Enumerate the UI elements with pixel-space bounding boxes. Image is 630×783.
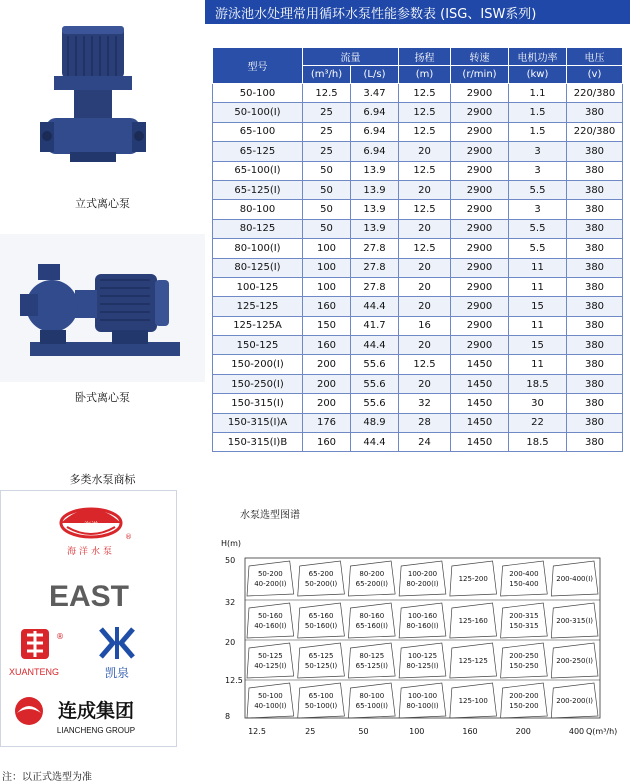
- cell-flow-ls: 3.47: [351, 84, 399, 103]
- left-column: [0, 0, 205, 783]
- cell-head: 20: [399, 374, 451, 393]
- pump-region-label: 65-125(I): [355, 662, 388, 670]
- cell-flow-ls: 44.4: [351, 433, 399, 452]
- pump-region-label: 150-315: [509, 622, 539, 630]
- cell-speed: 1450: [451, 413, 509, 432]
- pump-region-label: 50-125(I): [304, 662, 338, 670]
- header-power-unit: (kw): [509, 66, 567, 84]
- cell-flow-m3h: 200: [303, 374, 351, 393]
- cell-head: 20: [399, 277, 451, 296]
- pump-region-outline: [247, 683, 294, 718]
- cell-speed: 2900: [451, 161, 509, 180]
- pump-region-label: 65-160: [308, 612, 334, 620]
- pump-region-label: 65-160(I): [355, 622, 388, 630]
- pump-region-label: 200-315: [509, 612, 539, 620]
- pump-region-label: 65-100: [308, 692, 334, 700]
- cell-flow-ls: 6.94: [351, 122, 399, 141]
- cell-power: 11: [509, 277, 567, 296]
- table-row: [213, 258, 623, 277]
- x-tick-label: 50: [358, 727, 369, 736]
- cell-power: 11: [509, 258, 567, 277]
- cell-speed: 2900: [451, 316, 509, 335]
- table-row: [213, 122, 623, 141]
- cell-model: 65-100: [213, 122, 303, 141]
- cell-flow-m3h: 160: [303, 336, 351, 355]
- cell-voltage: 380: [567, 258, 623, 277]
- cell-model: 80-125(I): [213, 258, 303, 277]
- cell-model: 150-315(I): [213, 394, 303, 413]
- pump-region-label: 50-100(I): [304, 702, 338, 710]
- cell-power: 5.5: [509, 239, 567, 258]
- cell-speed: 2900: [451, 239, 509, 258]
- x-tick-label: 12.5: [248, 727, 266, 736]
- cell-power: 18.5: [509, 374, 567, 393]
- x-axis-label: Q(m³/h): [586, 727, 618, 736]
- cell-flow-m3h: 200: [303, 394, 351, 413]
- spec-table: [212, 47, 623, 452]
- pump-region-label: 40-200(I): [254, 580, 287, 588]
- y-tick-label: 12.5: [225, 676, 243, 685]
- liancheng-logo: [15, 697, 135, 735]
- pump-region-label: 80-160(I): [406, 622, 439, 630]
- pump-region-outline: [298, 561, 345, 596]
- cell-speed: 2900: [451, 142, 509, 161]
- cell-flow-m3h: 12.5: [303, 84, 351, 103]
- table-row: [213, 142, 623, 161]
- cell-flow-ls: 13.9: [351, 219, 399, 238]
- cell-head: 20: [399, 142, 451, 161]
- cell-head: 16: [399, 316, 451, 335]
- pump-region-outline: [348, 683, 395, 718]
- cell-model: 80-100(I): [213, 239, 303, 258]
- cell-voltage: 380: [567, 316, 623, 335]
- x-tick-label: 100: [409, 727, 425, 736]
- pump-region-label: 50-125: [257, 652, 283, 660]
- pump-region-label: 200-200: [509, 692, 539, 700]
- cell-head: 32: [399, 394, 451, 413]
- header-flow-unit-ls: (L/s): [351, 66, 399, 84]
- cell-power: 3: [509, 200, 567, 219]
- brand-logos-panel: [0, 490, 177, 747]
- brands-label: 多类水泵商标: [69, 473, 136, 486]
- cell-flow-ls: 13.9: [351, 180, 399, 199]
- cell-speed: 1450: [451, 394, 509, 413]
- cell-flow-ls: 48.9: [351, 413, 399, 432]
- cell-flow-m3h: 50: [303, 219, 351, 238]
- horizontal-pump-label: 卧式离心泵: [75, 391, 130, 404]
- liancheng-cn-text: 连成集团: [57, 700, 135, 722]
- cell-flow-m3h: 50: [303, 161, 351, 180]
- header-head-unit: (m): [399, 66, 451, 84]
- cell-power: 15: [509, 297, 567, 316]
- cell-voltage: 380: [567, 374, 623, 393]
- table-row: [213, 161, 623, 180]
- cell-head: 12.5: [399, 103, 451, 122]
- cell-voltage: 380: [567, 103, 623, 122]
- cell-power: 15: [509, 336, 567, 355]
- pump-region-label: 150-200: [509, 702, 539, 710]
- y-tick-label: 32: [225, 598, 236, 607]
- cell-voltage: 380: [567, 180, 623, 199]
- pump-region-label: 50-160(I): [304, 622, 338, 630]
- cell-flow-ls: 27.8: [351, 239, 399, 258]
- cell-model: 65-100(I): [213, 161, 303, 180]
- cell-flow-ls: 55.6: [351, 374, 399, 393]
- pump-region-label: 100-160: [407, 612, 438, 620]
- pump-region-outline: [348, 603, 395, 638]
- cell-power: 11: [509, 316, 567, 335]
- cell-flow-ls: 13.9: [351, 200, 399, 219]
- header-model: 型号: [213, 48, 303, 84]
- cell-power: 18.5: [509, 433, 567, 452]
- pump-region-label: 50-200(I): [304, 580, 338, 588]
- pump-region-label: 200-250(I): [556, 657, 594, 665]
- table-row: [213, 84, 623, 103]
- cell-speed: 2900: [451, 180, 509, 199]
- pump-region-outline: [348, 561, 395, 596]
- cell-flow-m3h: 100: [303, 277, 351, 296]
- pump-region-label: 65-200: [308, 570, 334, 578]
- cell-voltage: 380: [567, 277, 623, 296]
- cell-model: 65-125: [213, 142, 303, 161]
- svg-text:海洋: 海洋: [84, 521, 98, 529]
- cell-flow-ls: 41.7: [351, 316, 399, 335]
- cell-model: 100-125: [213, 277, 303, 296]
- cell-flow-m3h: 100: [303, 239, 351, 258]
- table-row: [213, 239, 623, 258]
- cell-voltage: 380: [567, 394, 623, 413]
- xuanteng-logo: [9, 629, 64, 677]
- cell-power: 22: [509, 413, 567, 432]
- pump-region-outline: [348, 643, 395, 678]
- pump-region-label: 80-160: [359, 612, 385, 620]
- pump-region-label: 125-125: [458, 657, 488, 665]
- liancheng-en-text: LIANCHENG GROUP: [56, 726, 136, 735]
- cell-head: 12.5: [399, 239, 451, 258]
- cell-speed: 2900: [451, 297, 509, 316]
- cell-speed: 2900: [451, 219, 509, 238]
- cell-flow-m3h: 160: [303, 433, 351, 452]
- cell-flow-m3h: 160: [303, 297, 351, 316]
- pump-region-label: 150-250: [509, 662, 539, 670]
- pump-region-outline: [399, 683, 446, 718]
- cell-flow-ls: 13.9: [351, 161, 399, 180]
- kaiquan-logo: [101, 627, 133, 680]
- cell-voltage: 380: [567, 142, 623, 161]
- pump-region-label: 200-250: [509, 652, 539, 660]
- cell-power: 5.5: [509, 219, 567, 238]
- cell-voltage: 380: [567, 413, 623, 432]
- haiyang-logo: [61, 509, 132, 557]
- pump-region-label: 50-200: [257, 570, 283, 578]
- cell-model: 150-125: [213, 336, 303, 355]
- header-flow: 流量: [303, 48, 399, 66]
- cell-speed: 1450: [451, 433, 509, 452]
- table-row: [213, 200, 623, 219]
- header-speed-unit: (r/min): [451, 66, 509, 84]
- header-voltage-unit: (v): [567, 66, 623, 84]
- cell-flow-ls: 55.6: [351, 355, 399, 374]
- pump-region-outline: [501, 643, 548, 678]
- y-tick-label: 8: [225, 712, 231, 721]
- cell-speed: 2900: [451, 258, 509, 277]
- table-row: [213, 180, 623, 199]
- cell-speed: 1450: [451, 374, 509, 393]
- pump-region-outline: [298, 603, 345, 638]
- cell-model: 80-125: [213, 219, 303, 238]
- pump-region-outline: [399, 561, 446, 596]
- page-title: 游泳池水处理常用循环水泵性能参数表 (ISG、ISW系列): [215, 7, 537, 22]
- spec-table-body: [213, 84, 623, 452]
- pump-region-label: 40-100(I): [254, 702, 287, 710]
- pump-region-outline: [399, 603, 446, 638]
- cell-speed: 2900: [451, 103, 509, 122]
- cell-voltage: 380: [567, 355, 623, 374]
- table-row: [213, 433, 623, 452]
- svg-text:®: ®: [56, 632, 64, 641]
- cell-model: 125-125A: [213, 316, 303, 335]
- pump-region-label: 125-160: [458, 617, 488, 625]
- pump-region-label: 65-200(I): [355, 580, 388, 588]
- cell-flow-ls: 55.6: [351, 394, 399, 413]
- kaiquan-text: 凯泉: [104, 666, 130, 680]
- cell-speed: 2900: [451, 84, 509, 103]
- pump-region-outline: [501, 683, 548, 718]
- cell-flow-m3h: 50: [303, 200, 351, 219]
- pump-region-outline: [501, 561, 548, 596]
- cell-head: 28: [399, 413, 451, 432]
- haiyang-logo-text: 海洋水泵: [66, 547, 116, 557]
- header-voltage: 电压: [567, 48, 623, 66]
- cell-power: 11: [509, 355, 567, 374]
- cell-flow-m3h: 150: [303, 316, 351, 335]
- vertical-pump-photo: [0, 18, 205, 178]
- horizontal-pump-photo: [0, 234, 205, 382]
- table-row: [213, 297, 623, 316]
- cell-voltage: 380: [567, 239, 623, 258]
- cell-model: 125-125: [213, 297, 303, 316]
- cell-power: 5.5: [509, 180, 567, 199]
- cell-head: 24: [399, 433, 451, 452]
- pump-region-label: 100-100: [407, 692, 438, 700]
- cell-flow-ls: 44.4: [351, 336, 399, 355]
- selection-chart: [205, 520, 630, 760]
- y-tick-label: 20: [225, 638, 236, 647]
- cell-model: 150-315(I)B: [213, 433, 303, 452]
- cell-voltage: 380: [567, 200, 623, 219]
- table-row: [213, 394, 623, 413]
- cell-model: 50-100: [213, 84, 303, 103]
- cell-flow-m3h: 176: [303, 413, 351, 432]
- pump-region-label: 100-125: [407, 652, 438, 660]
- cell-power: 1.1: [509, 84, 567, 103]
- cell-head: 20: [399, 297, 451, 316]
- x-tick-label: 200: [515, 727, 531, 736]
- pump-region-label: 40-125(I): [254, 662, 287, 670]
- pump-region-outline: [399, 643, 446, 678]
- cell-model: 150-250(I): [213, 374, 303, 393]
- pump-region-outline: [298, 683, 345, 718]
- pump-region-label: 65-125: [308, 652, 334, 660]
- cell-head: 12.5: [399, 200, 451, 219]
- cell-voltage: 380: [567, 336, 623, 355]
- pump-region-label: 200-400(I): [556, 575, 594, 583]
- footnote: 注：以正式选型为准: [2, 772, 92, 783]
- pump-region-label: 200-200(I): [556, 697, 594, 705]
- table-row: [213, 316, 623, 335]
- y-axis-label: H(m): [221, 539, 242, 548]
- cell-model: 80-100: [213, 200, 303, 219]
- header-head: 扬程: [399, 48, 451, 66]
- cell-power: 3: [509, 161, 567, 180]
- cell-flow-m3h: 100: [303, 258, 351, 277]
- pump-region-label: 80-125: [359, 652, 385, 660]
- cell-voltage: 380: [567, 219, 623, 238]
- cell-flow-ls: 6.94: [351, 142, 399, 161]
- cell-flow-ls: 44.4: [351, 297, 399, 316]
- pump-region-outline: [298, 643, 345, 678]
- pump-region-label: 200-400: [509, 570, 539, 578]
- x-tick-label: 25: [305, 727, 316, 736]
- cell-voltage: 380: [567, 297, 623, 316]
- table-row: [213, 277, 623, 296]
- pump-region-label: 50-160: [257, 612, 283, 620]
- cell-flow-m3h: 50: [303, 180, 351, 199]
- cell-model: 150-200(I): [213, 355, 303, 374]
- cell-head: 20: [399, 219, 451, 238]
- cell-head: 12.5: [399, 355, 451, 374]
- cell-speed: 2900: [451, 277, 509, 296]
- pump-region-label: 100-200: [407, 570, 438, 578]
- pump-region-label: 80-100: [359, 692, 385, 700]
- cell-power: 1.5: [509, 103, 567, 122]
- pump-region-outline: [247, 561, 294, 596]
- cell-model: 150-315(I)A: [213, 413, 303, 432]
- pump-region-label: 40-160(I): [254, 622, 287, 630]
- cell-voltage: 380: [567, 433, 623, 452]
- header-speed: 转速: [451, 48, 509, 66]
- table-row: [213, 219, 623, 238]
- east-logo: EAST: [48, 580, 130, 613]
- cell-head: 20: [399, 180, 451, 199]
- cell-head: 12.5: [399, 161, 451, 180]
- cell-model: 50-100(I): [213, 103, 303, 122]
- y-tick-label: 50: [225, 556, 236, 565]
- cell-voltage: 220/380: [567, 84, 623, 103]
- table-row: [213, 355, 623, 374]
- cell-flow-ls: 27.8: [351, 277, 399, 296]
- svg-text:®: ®: [125, 533, 132, 541]
- cell-model: 65-125(I): [213, 180, 303, 199]
- cell-flow-ls: 27.8: [351, 258, 399, 277]
- cell-speed: 2900: [451, 122, 509, 141]
- cell-head: 20: [399, 336, 451, 355]
- pump-region-label: 50-100: [257, 692, 283, 700]
- pump-region-outline: [247, 603, 294, 638]
- cell-flow-ls: 6.94: [351, 103, 399, 122]
- cell-speed: 2900: [451, 336, 509, 355]
- cell-flow-m3h: 25: [303, 103, 351, 122]
- pump-region-label: 150-400: [509, 580, 539, 588]
- cell-flow-m3h: 25: [303, 122, 351, 141]
- table-row: [213, 413, 623, 432]
- cell-head: 20: [399, 258, 451, 277]
- vertical-pump-label: 立式离心泵: [75, 197, 130, 210]
- pump-region-outline: [501, 603, 548, 638]
- cell-voltage: 220/380: [567, 122, 623, 141]
- table-row: [213, 374, 623, 393]
- table-row: [213, 336, 623, 355]
- header-power: 电机功率: [509, 48, 567, 66]
- cell-power: 3: [509, 142, 567, 161]
- x-tick-label: 400: [568, 727, 585, 736]
- cell-head: 12.5: [399, 122, 451, 141]
- cell-power: 1.5: [509, 122, 567, 141]
- pump-region-label: 125-200: [458, 575, 488, 583]
- cell-voltage: 380: [567, 161, 623, 180]
- pump-region-label: 80-125(I): [406, 662, 439, 670]
- cell-head: 12.5: [399, 84, 451, 103]
- selection-chart-title: 水泵选型图谱: [240, 510, 300, 521]
- pump-region-label: 200-315(I): [556, 617, 594, 625]
- pump-region-label: 80-200(I): [406, 580, 439, 588]
- table-row: [213, 103, 623, 122]
- cell-speed: 1450: [451, 355, 509, 374]
- header-flow-unit-m3h: (m³/h): [303, 66, 351, 84]
- cell-flow-m3h: 25: [303, 142, 351, 161]
- xuanteng-text: XUANTENG: [8, 667, 60, 677]
- cell-speed: 2900: [451, 200, 509, 219]
- cell-power: 30: [509, 394, 567, 413]
- pump-region-outline: [247, 643, 294, 678]
- pump-region-label: 125-100: [458, 697, 488, 705]
- pump-region-label: 80-100(I): [406, 702, 439, 710]
- cell-flow-m3h: 200: [303, 355, 351, 374]
- pump-region-label: 80-200: [359, 570, 385, 578]
- pump-region-label: 65-100(I): [355, 702, 388, 710]
- x-tick-label: 160: [462, 727, 478, 736]
